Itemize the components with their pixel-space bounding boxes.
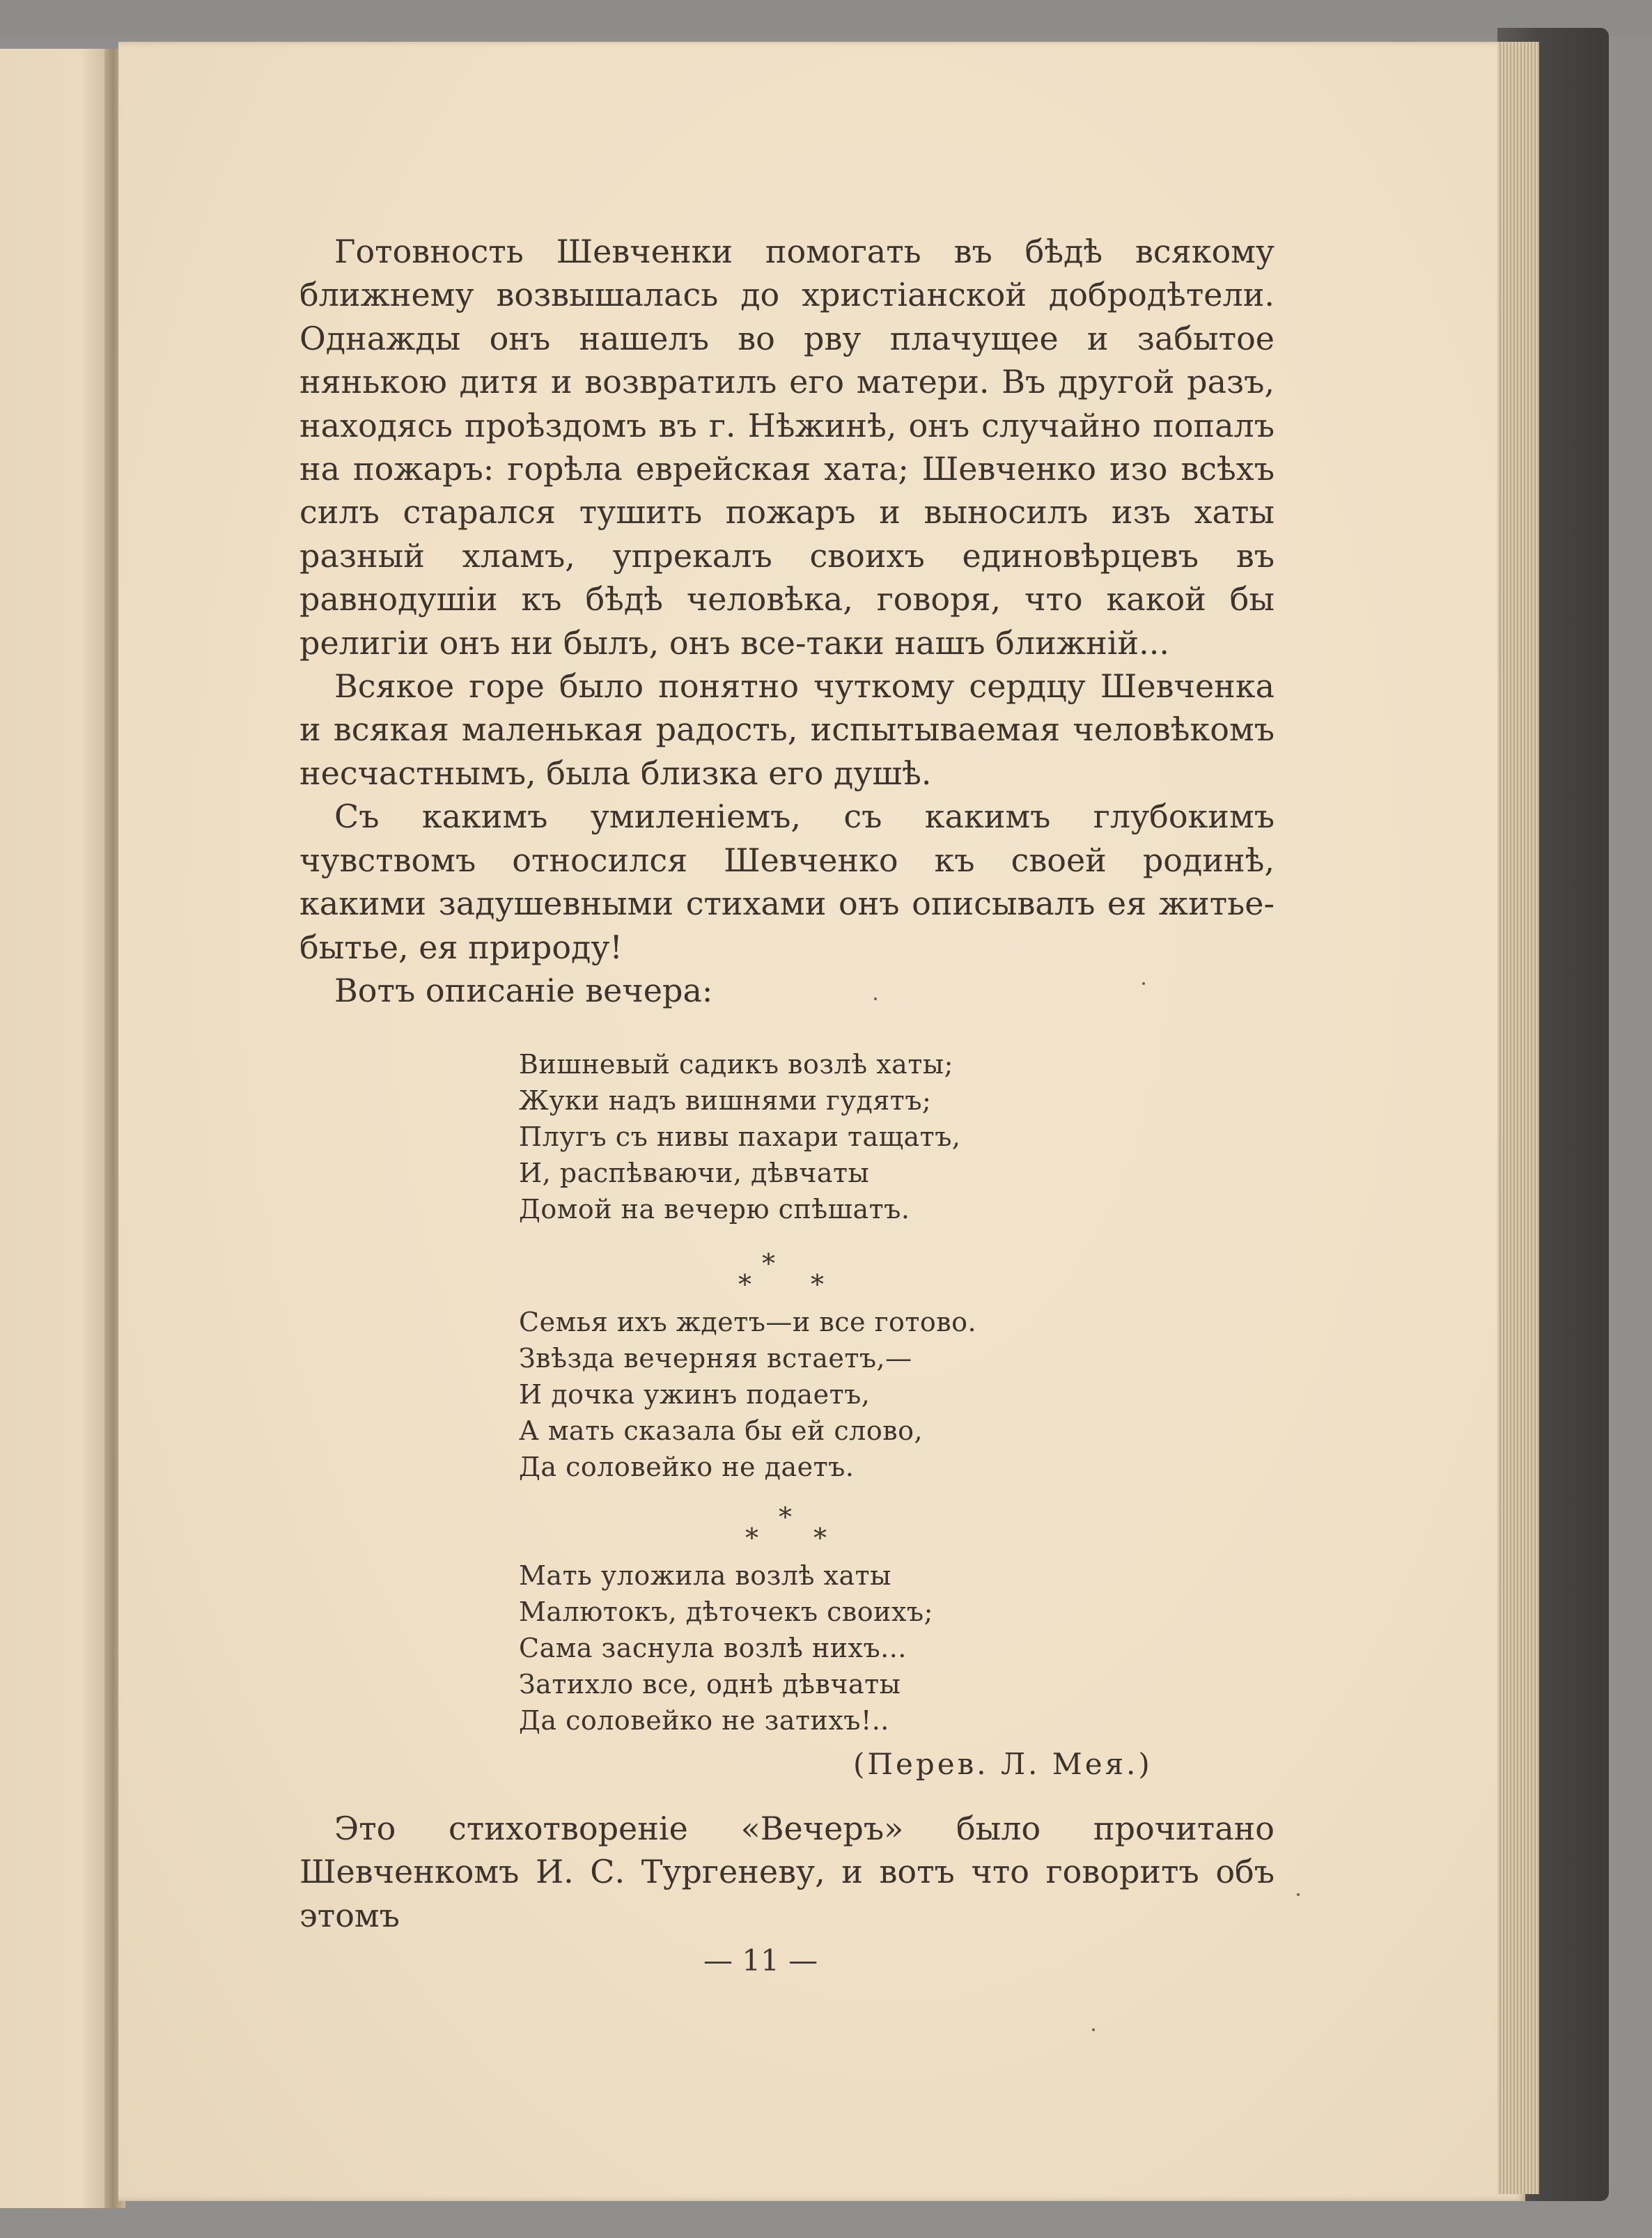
poem-line: Затихло все, однѣ дѣвчаты bbox=[519, 1669, 901, 1700]
body-text-top bbox=[299, 230, 1275, 1012]
poem-line: Да соловейко не затихъ!.. bbox=[519, 1705, 889, 1736]
paragraph-sorrow: Всякое горе было понятно чуткому сердцу Шевченка и всякая маленькая радость, испытываемая человѣкомъ несчастнымъ, была близка его душѣ. bbox=[299, 667, 1275, 792]
poem-line: Малютокъ, дѣточекъ своихъ; bbox=[519, 1596, 933, 1627]
poem-line: А мать сказала бы ей слово, bbox=[519, 1415, 924, 1446]
left-page-edge bbox=[0, 49, 116, 2208]
page-stack-edge bbox=[1497, 42, 1539, 2194]
poem-line: И, распѣваючи, дѣвчаты bbox=[519, 1158, 870, 1188]
translator-credit: (Перев. Л. Мея.) bbox=[853, 1747, 1153, 1781]
paragraph-turgenev: Это стихотвореніе «Вечеръ» было прочитано Шевченкомъ И. С. Тургеневу, и вотъ что говоритъ объ этомъ bbox=[299, 1810, 1275, 1934]
asterisk-top: * bbox=[779, 1502, 792, 1532]
asterism-divider bbox=[738, 1248, 824, 1304]
poem-line: Плугъ съ нивы пахари тащатъ, bbox=[519, 1121, 961, 1152]
poem-line: Да соловейко не даетъ. bbox=[519, 1452, 855, 1482]
body-text-bottom bbox=[299, 1807, 1275, 1937]
asterisk-left: * bbox=[745, 1523, 758, 1553]
asterisk-top: * bbox=[762, 1248, 775, 1279]
poem-stanza-3 bbox=[519, 1557, 933, 1739]
paper-speck bbox=[1297, 1893, 1300, 1896]
paragraph-evening-intro: Вотъ описаніе вечера: bbox=[334, 971, 713, 1009]
asterisk-left: * bbox=[738, 1269, 751, 1300]
poem-line: Вишневый садикъ возлѣ хаты; bbox=[519, 1049, 953, 1080]
poem-line: Звѣзда вечерняя встаетъ,— bbox=[519, 1343, 912, 1374]
poem-line: Жуки надъ вишнями гудятъ; bbox=[519, 1085, 932, 1116]
poem-stanza-2 bbox=[519, 1304, 976, 1485]
poem-line: Семья ихъ ждетъ—и все готово. bbox=[519, 1307, 977, 1337]
asterisk-right: * bbox=[813, 1523, 827, 1553]
poem-stanza-1 bbox=[519, 1046, 960, 1227]
asterisk-right: * bbox=[811, 1269, 824, 1300]
poem-line: Домой на вечерю спѣшатъ. bbox=[519, 1194, 910, 1225]
scanner-top-margin bbox=[0, 0, 1652, 36]
paper-speck bbox=[1142, 982, 1145, 985]
poem-line: И дочка ужинъ подаетъ, bbox=[519, 1379, 871, 1410]
poem-line: Сама заснула возлѣ нихъ... bbox=[519, 1633, 907, 1663]
paragraph-homeland: Съ какимъ умиленіемъ, съ какимъ глубокимъ чувствомъ относился Шевченко къ своей родинѣ, какими задушевными стихами онъ описывалъ ея житье-бытье, ея природу! bbox=[299, 798, 1275, 966]
asterism-divider bbox=[738, 1502, 827, 1557]
poem-line: Мать уложила возлѣ хаты bbox=[519, 1560, 891, 1591]
paragraph-kindness: Готовность Шевченки помогать въ бѣдѣ всякому ближнему возвышалась до христіанской добродѣтели. Однажды онъ нашелъ во рву плачущее и забытое нянькою дитя и возвратилъ его матери. Въ другой разъ, находясь проѣздомъ въ г. Нѣжинѣ, онъ случайно попалъ на пожаръ: горѣла еврейская хата; Шевченко изо всѣхъ силъ старался тушить пожаръ и выносилъ изъ хаты разный хламъ, упрекалъ своихъ единовѣрцевъ въ равнодушіи къ бѣдѣ человѣка, говоря, что какой бы религіи онъ ни былъ, онъ все-таки нашъ ближній... bbox=[299, 233, 1275, 662]
paper-speck bbox=[874, 997, 877, 1000]
paper-speck bbox=[1092, 2028, 1095, 2031]
page-number: — 11 — bbox=[703, 1943, 818, 1977]
